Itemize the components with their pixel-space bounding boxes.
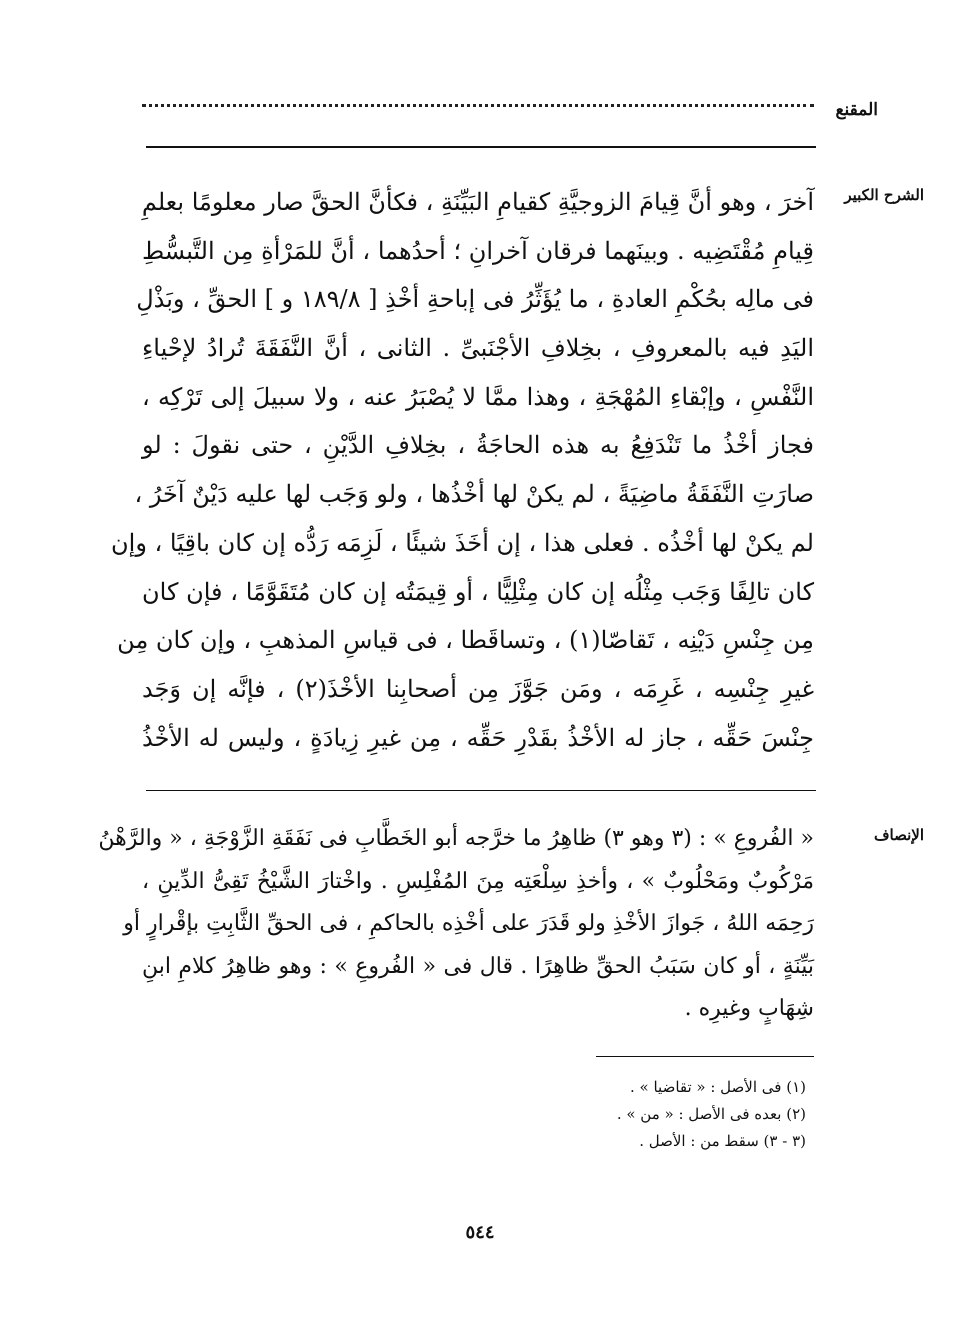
section-label-insaf: الإنصاف	[873, 826, 924, 844]
text-line: النَّفْسِ ، وإبْقاءِ المُهْجَةِ ، وهذا ممَّا لا يُصْبَرُ عنه ، ولا سبيلَ إلى تَرْكِه ،	[142, 382, 814, 411]
text-line: غيرِ جِنْسِه ، غَرِمَه ، ومَن جَوَّزَ مِن أصحابِنا الأخْذَ(٢) ، فإنَّه إن وَجَد	[142, 674, 814, 703]
header-rule	[146, 146, 816, 148]
section-label-sharh: الشرح الكبير	[844, 186, 924, 204]
text-line: صارَتِ النَّفَقَةُ ماضِيَةً ، لم يكنْ لها أخْذُها ، ولو وَجَب لها عليه دَيْنٌ آخَرُ ،	[134, 480, 814, 509]
text-line: كان تالِفًا وَجَب مِثْلُه إن كان مِثْلِيًّا ، أو قِيمَتُه إن كان مُتَقَوَّمًا ، فإن كان	[142, 577, 814, 606]
text-line: شِهَابٍ وغيرِه .	[684, 996, 814, 1021]
footnote-rule	[596, 1056, 814, 1057]
text-line: جِنْسَ حَقِّه ، جاز له الأخْذُ بقَدْرِ حَقِّه ، مِن غيرِ زِيادَةٍ ، وليس له الأخْذُ	[142, 723, 814, 752]
footnote: (٢) بعده فى الأصل : « من » .	[616, 1105, 806, 1123]
text-line: فى مالِه بحُكْمِ العادةِ ، ما يُؤَثِّرُ فى إباحةِ أخْذِ [ ١٨٩/٨ و ] الحقِّ ، وبَذْلِ	[136, 285, 814, 314]
text-line: بَيِّنَةٍ ، أو كان سَبَبُ الحقِّ ظاهِرًا . قال فى « الفُروعِ » : وهو ظاهِرُ كلامِ ابنِ	[142, 953, 814, 979]
text-line: اليَدِ فيه بالمعروفِ ، بخِلافِ الأجْنَبىِّ . الثانى ، أنَّ النَّفَقَةَ تُرادُ لإحْياءِ	[142, 334, 814, 363]
header-dotted-rule	[142, 104, 814, 107]
section-divider	[146, 790, 816, 791]
text-line: فجاز أخْذُ ما تَنْدَفِعُ به هذه الحاجَةُ ، بخِلافِ الدَّيْنِ ، حتى نقولَ : لو	[142, 431, 814, 460]
text-line: مَرْكُوبٌ ومَحْلُوبٌ » ، وأخذِ سِلْعَتِه مِنَ المُفْلِسِ . واخْتارَ الشَّيْخُ تَقِىُّ الدِّينِ ،	[142, 868, 814, 894]
footnote: (٣ - ٣) سقط من : الأصل .	[639, 1132, 806, 1150]
text-line: قِيامِ مُقْتَضِيه . وبينَهما فرقان آخرانِ ؛ أحدُهما ، أنَّ للمَرْأةِ مِن التَّبسُّطِ	[142, 236, 814, 265]
book-title: المقنع	[835, 100, 878, 120]
footnote: (١) فى الأصل : « تقاضيا » .	[630, 1078, 806, 1096]
sharh-text	[111, 178, 814, 762]
text-line: آخرَ ، وهو أنَّ قِيامَ الزوجيَّةِ كقيامِ البَيِّنَةِ ، فكأنَّ الحقَّ صار معلومًا بعلمِ	[141, 188, 814, 216]
footnotes	[617, 1074, 806, 1155]
text-line: لم يكنْ لها أخْذُه . فعلى هذا ، إن أخَذَ شيئًا ، لَزِمَه رَدُّه إن كان باقِيًا ، وإن	[111, 528, 814, 557]
text-line: رَحِمَه اللهُ ، جَوازَ الأخْذِ ولو قَدَرَ على أخْذِه بالحاكمِ ، فى الحقِّ الثَّابِتِ بإقْرارٍ أو	[123, 911, 814, 936]
text-line: مِن جِنْسِ دَيْنِه ، تَقاصّا(١) ، وتساقَطا ، فى قياسِ المذهبِ ، وإن كان مِن	[117, 626, 814, 655]
text-line: « الفُروعِ » : (٣ وهو ٣) ظاهِرُ ما خرَّجه أبو الخَطَّابِ فى نَفَقَةِ الزَّوْجَةِ ، « والرَّهْنُ	[98, 826, 814, 851]
insaf-text	[98, 818, 814, 1031]
page-number: ٥٤٤	[465, 1222, 495, 1243]
